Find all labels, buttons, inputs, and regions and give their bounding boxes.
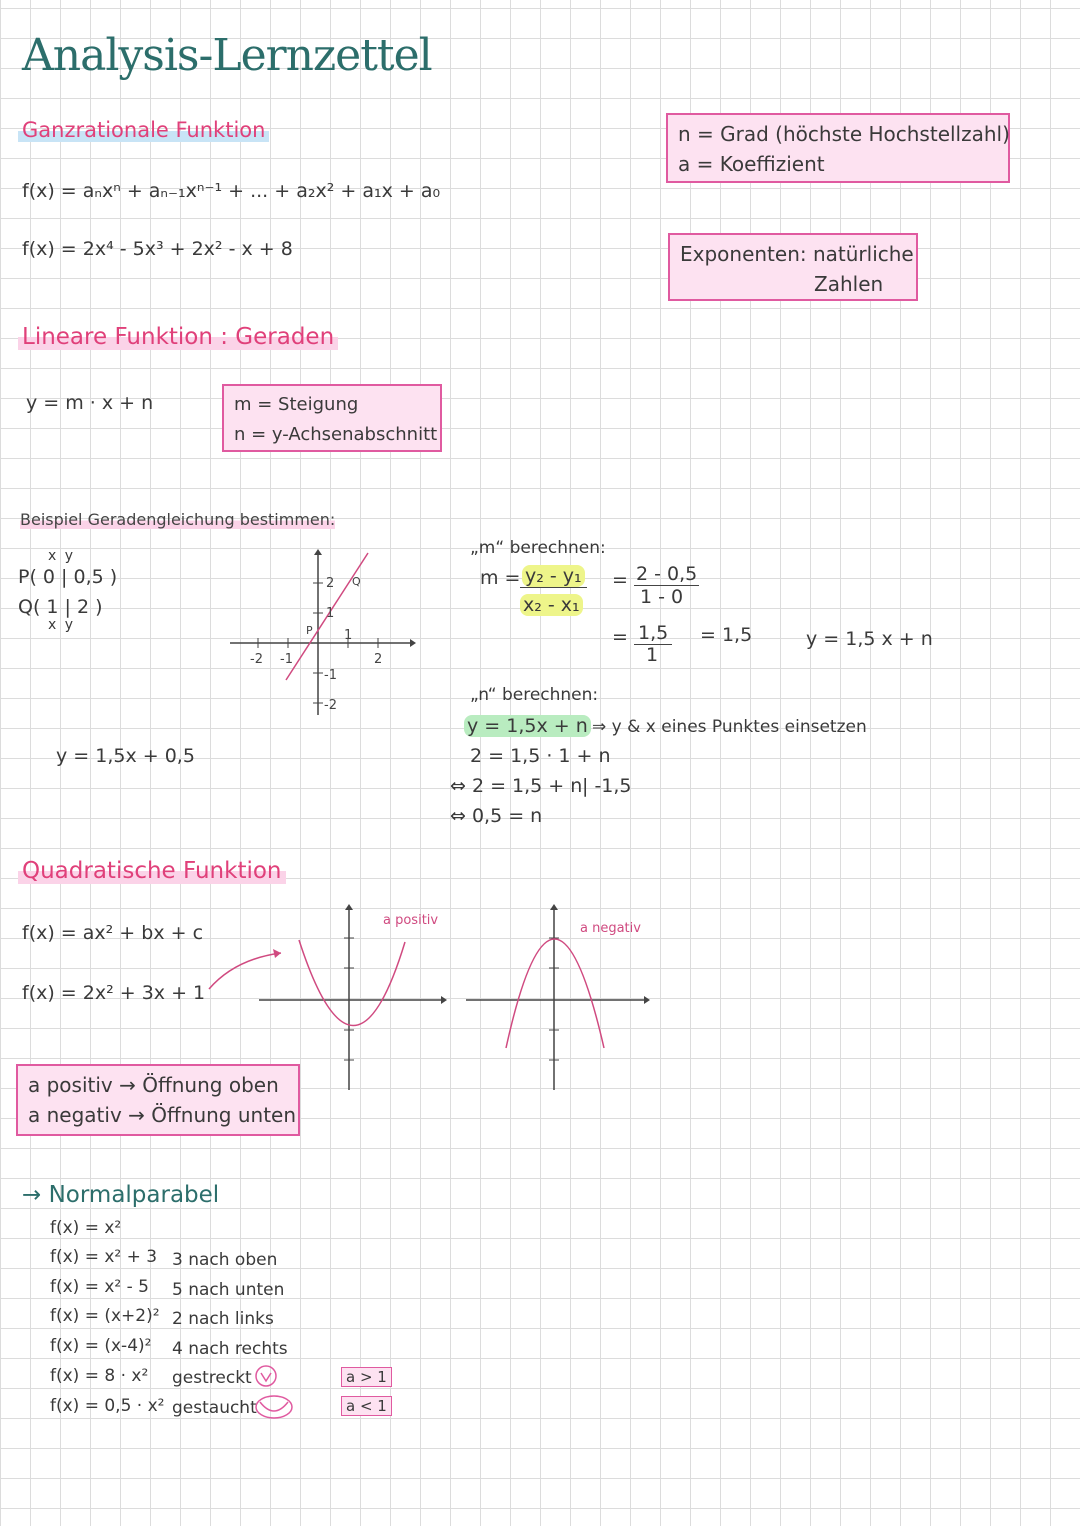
normalparabel-formula-6: f(x) = 0,5 · x² xyxy=(50,1396,165,1416)
box-achsenabschnitt-line: n = y-Achsenabschnitt xyxy=(234,424,438,445)
n-calc-line4: ⇔ 0,5 = n xyxy=(450,805,543,827)
m-result: y = 1,5 x + n xyxy=(806,628,933,650)
normalparabel-formula-5: f(x) = 8 · x² xyxy=(50,1366,149,1386)
box-oeffnung xyxy=(16,1064,300,1136)
box-grad-line: n = Grad (höchste Hochstellzahl) xyxy=(678,122,1010,146)
parabola-negative-y-arrow xyxy=(550,904,558,910)
linear-graph-tick-label-y-neg1: -1 xyxy=(324,668,337,683)
linear-result: y = 1,5x + 0,5 xyxy=(56,745,195,767)
linear-formula: y = m · x + n xyxy=(26,392,154,414)
condition-a-greater-1: a > 1 xyxy=(341,1367,392,1387)
box-steigung-line: m = Steigung xyxy=(234,394,359,415)
n-calc-note: ⇒ y & x eines Punktes einsetzen xyxy=(592,717,867,737)
linear-graph xyxy=(220,545,420,725)
box-steigung xyxy=(222,384,442,452)
quadratic-general-formula: f(x) = ax² + bx + c xyxy=(22,922,204,944)
condition-a-less-1: a < 1 xyxy=(341,1396,392,1416)
normalparabel-desc-5: gestreckt xyxy=(172,1368,252,1388)
point-q: Q( 1 | 2 ) xyxy=(18,596,103,618)
beispiel-heading: Beispiel Geradengleichung bestimmen: xyxy=(20,510,336,529)
normalparabel-formula-2: f(x) = x² - 5 xyxy=(50,1277,149,1297)
normalparabel-base: f(x) = x² xyxy=(50,1218,122,1238)
linear-graph-tick-label-x-neg2: -2 xyxy=(250,652,263,667)
box-zahlen-line: Zahlen xyxy=(814,272,884,296)
n-calc-line2: 2 = 1,5 · 1 + n xyxy=(470,745,611,767)
box-koeffizient-line: a = Koeffizient xyxy=(678,152,825,176)
m-equals-2: = xyxy=(612,626,628,648)
box-oeffnung-oben-line: a positiv → Öffnung oben xyxy=(28,1073,279,1097)
heading-ganzrational: Ganzrationale Funktion xyxy=(18,118,269,142)
box-exponenten-line: Exponenten: natürliche xyxy=(680,242,914,266)
linear-graph-label-q: Q xyxy=(352,575,361,588)
m-numerator-text: y₂ - y₁ xyxy=(522,565,585,587)
m-eq-numerator: 2 - 0,5 xyxy=(636,563,698,585)
ganzrational-general-formula: f(x) = aₙxⁿ + aₙ₋₁xⁿ⁻¹ + ... + a₂x² + a₁x + a₀ xyxy=(22,180,441,202)
m-step2-denominator: 1 xyxy=(646,644,659,666)
m-eq-denominator: 1 - 0 xyxy=(640,586,684,608)
ganzrational-example-formula: f(x) = 2x⁴ - 5x³ + 2x² - x + 8 xyxy=(22,238,293,260)
heading-linear: Lineare Funktion : Geraden xyxy=(18,324,338,350)
heading-normalparabel: → Normalparabel xyxy=(22,1182,220,1208)
linear-graph-label-p: P xyxy=(306,624,313,637)
linear-graph-tick-label-x-neg1: -1 xyxy=(280,652,293,667)
smile-wide-icon xyxy=(254,1394,294,1420)
quadratic-example-formula: f(x) = 2x² + 3x + 1 xyxy=(22,982,206,1004)
page-title: Analysis-Lernzettel xyxy=(22,30,432,81)
m-step3: = 1,5 xyxy=(700,624,753,646)
parabola-positive-label: a positiv xyxy=(383,913,439,928)
parabola-positive-y-arrow xyxy=(345,904,353,910)
m-equals-1: = xyxy=(612,569,628,591)
linear-graph-tick-label-y-neg2: -2 xyxy=(324,698,337,713)
m-label: m = xyxy=(480,567,521,589)
normalparabel-formula-1: f(x) = x² + 3 xyxy=(50,1247,158,1267)
box-exponenten xyxy=(668,233,918,301)
box-grad-koeffizient xyxy=(666,113,1010,183)
m-denominator xyxy=(520,594,583,616)
linear-graph-y-arrow xyxy=(314,549,322,555)
parabola-negative-curve xyxy=(506,939,604,1048)
box-oeffnung-unten-line: a negativ → Öffnung unten xyxy=(28,1103,297,1127)
normalparabel-formula-4: f(x) = (x-4)² xyxy=(50,1336,152,1356)
linear-graph-x-arrow xyxy=(410,639,416,647)
linear-graph-tick-label-x-2: 2 xyxy=(374,652,383,667)
normalparabel-desc-1: 3 nach oben xyxy=(172,1250,278,1270)
n-calc-heading: „n“ berechnen: xyxy=(470,685,599,705)
parabola-positive-x-arrow xyxy=(441,996,447,1004)
xy-label-bottom: x y xyxy=(48,617,76,633)
m-calc-heading: „m“ berechnen: xyxy=(470,538,606,558)
normalparabel-desc-2: 5 nach unten xyxy=(172,1280,285,1300)
parabola-negative-x-arrow xyxy=(644,996,650,1004)
parabola-positive-curve xyxy=(299,940,405,1026)
linear-graph-tick-label-x-1: 1 xyxy=(344,628,353,643)
linear-graph-tick-label-y-2: 2 xyxy=(326,576,335,591)
parabola-negative-graph xyxy=(462,900,682,1100)
n-calc-line1 xyxy=(464,715,591,737)
m-numerator xyxy=(520,565,587,588)
normalparabel-formula-3: f(x) = (x+2)² xyxy=(50,1306,160,1326)
m-denominator-text: x₂ - x₁ xyxy=(520,594,583,616)
m-step2-numerator: 1,5 xyxy=(634,622,672,645)
heading-quadratic: Quadratische Funktion xyxy=(18,858,286,884)
xy-label-top: x y xyxy=(48,548,76,564)
normalparabel-desc-4: 4 nach rechts xyxy=(172,1339,288,1359)
normalparabel-desc-3: 2 nach links xyxy=(172,1309,274,1329)
normalparabel-desc-6: gestaucht xyxy=(172,1398,257,1418)
parabola-negative-label: a negativ xyxy=(580,921,641,936)
n-calc-line1-text: y = 1,5x + n xyxy=(464,715,591,737)
point-p: P( 0 | 0,5 ) xyxy=(18,566,118,588)
smile-narrow-icon xyxy=(254,1364,278,1388)
n-calc-line3: ⇔ 2 = 1,5 + n xyxy=(450,775,583,797)
linear-graph-tick-label-y-1: 1 xyxy=(326,606,335,621)
n-calc-line3-note: | -1,5 xyxy=(582,775,632,797)
